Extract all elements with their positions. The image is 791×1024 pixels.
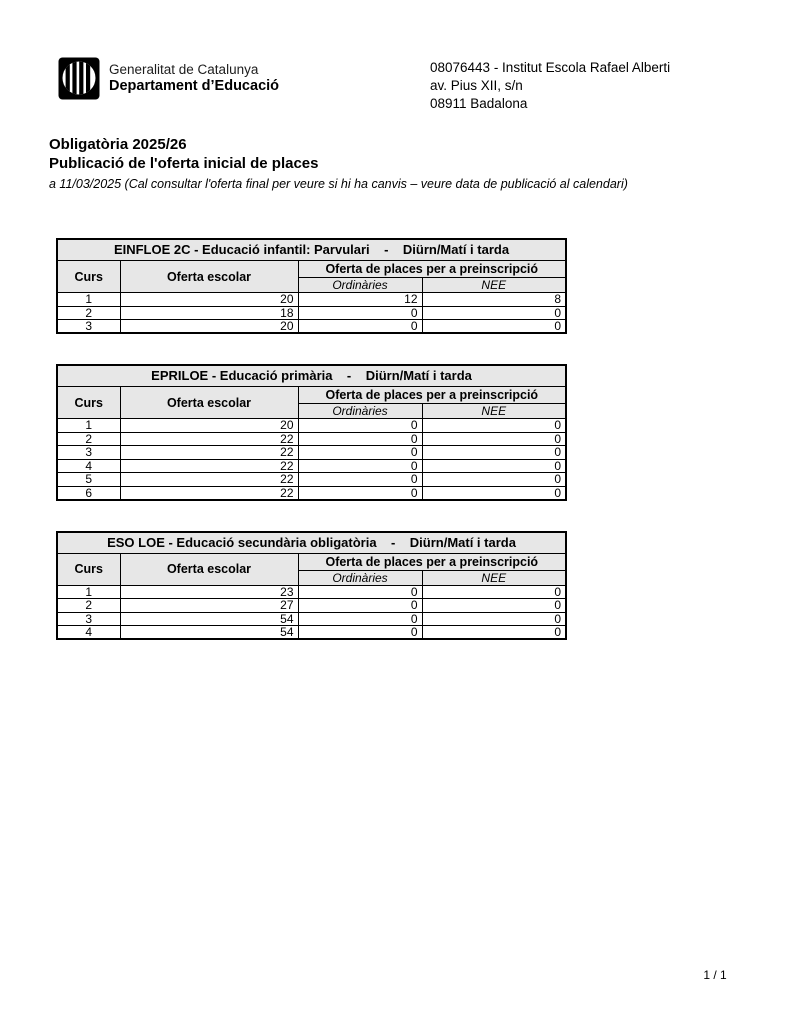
nee-cell: 0 xyxy=(422,585,566,599)
nee-cell: 0 xyxy=(422,473,566,487)
table-title: EINFLOE 2C - Educació infantil: Parvulari - Diürn/Matí i tarda xyxy=(57,239,566,261)
oferta-escolar-cell: 22 xyxy=(120,459,298,473)
ordinaries-cell: 0 xyxy=(298,446,422,460)
ordinaries-cell: 0 xyxy=(298,599,422,613)
table-row xyxy=(57,446,566,460)
ordinaries-cell: 0 xyxy=(298,306,422,320)
offer-table xyxy=(56,531,567,641)
oferta-escolar-cell: 20 xyxy=(120,419,298,433)
oferta-escolar-header: Oferta escolar xyxy=(120,261,298,293)
school-info xyxy=(430,59,670,113)
nee-cell: 0 xyxy=(422,599,566,613)
curs-cell: 4 xyxy=(57,459,120,473)
curs-cell: 3 xyxy=(57,320,120,334)
curs-cell: 1 xyxy=(57,585,120,599)
tables-section xyxy=(56,238,566,670)
curs-header: Curs xyxy=(57,387,120,419)
nee-cell: 0 xyxy=(422,486,566,500)
nee-cell: 0 xyxy=(422,459,566,473)
doc-title-line2: Publicació de l'oferta inicial de places xyxy=(49,154,319,172)
school-city: 08911 Badalona xyxy=(430,96,528,111)
generalitat-senyera-logo-icon xyxy=(58,56,100,101)
oferta-escolar-cell: 22 xyxy=(120,486,298,500)
table-header-row xyxy=(57,553,566,570)
table-row xyxy=(57,459,566,473)
ordinaries-header: Ordinàries xyxy=(298,404,422,419)
nee-cell: 0 xyxy=(422,419,566,433)
curs-cell: 1 xyxy=(57,293,120,307)
table-title-row xyxy=(57,365,566,387)
table-row xyxy=(57,432,566,446)
table-row xyxy=(57,320,566,334)
table-header-row xyxy=(57,261,566,278)
offer-table xyxy=(56,238,567,334)
table-row xyxy=(57,419,566,433)
doc-title-line1: Obligatòria 2025/26 xyxy=(49,136,187,153)
nee-cell: 0 xyxy=(422,446,566,460)
ordinaries-cell: 0 xyxy=(298,320,422,334)
offer-table xyxy=(56,364,567,501)
org-department: Departament d’Educació xyxy=(109,78,280,94)
curs-cell: 3 xyxy=(57,612,120,626)
curs-cell: 2 xyxy=(57,599,120,613)
ordinaries-cell: 12 xyxy=(298,293,422,307)
table-header-row xyxy=(57,387,566,404)
table-title: EPRILOE - Educació primària - Diürn/Matí i tarda xyxy=(57,365,566,387)
page-number: 1 / 1 xyxy=(703,968,727,982)
oferta-escolar-header: Oferta escolar xyxy=(120,387,298,419)
ordinaries-cell: 0 xyxy=(298,432,422,446)
title-block xyxy=(49,136,749,192)
curs-cell: 4 xyxy=(57,626,120,640)
table-row xyxy=(57,626,566,640)
table-row xyxy=(57,599,566,613)
table-row xyxy=(57,473,566,487)
org-header xyxy=(58,56,279,101)
table-title-row xyxy=(57,239,566,261)
oferta-escolar-cell: 23 xyxy=(120,585,298,599)
org-name: Generalitat de Catalunya xyxy=(109,62,259,77)
preinscripcio-header: Oferta de places per a preinscripció xyxy=(298,261,566,278)
school-address: av. Pius XII, s/n xyxy=(430,78,523,93)
nee-header: NEE xyxy=(422,570,566,585)
table-row xyxy=(57,293,566,307)
oferta-escolar-cell: 54 xyxy=(120,612,298,626)
curs-cell: 2 xyxy=(57,306,120,320)
nee-cell: 0 xyxy=(422,626,566,640)
nee-cell: 8 xyxy=(422,293,566,307)
oferta-escolar-cell: 22 xyxy=(120,432,298,446)
table-title-row xyxy=(57,532,566,554)
nee-cell: 0 xyxy=(422,306,566,320)
ordinaries-cell: 0 xyxy=(298,612,422,626)
oferta-escolar-cell: 20 xyxy=(120,293,298,307)
nee-header: NEE xyxy=(422,404,566,419)
preinscripcio-header: Oferta de places per a preinscripció xyxy=(298,387,566,404)
curs-cell: 2 xyxy=(57,432,120,446)
ordinaries-cell: 0 xyxy=(298,419,422,433)
oferta-escolar-cell: 22 xyxy=(120,473,298,487)
ordinaries-header: Ordinàries xyxy=(298,570,422,585)
preinscripcio-header: Oferta de places per a preinscripció xyxy=(298,553,566,570)
table-row xyxy=(57,306,566,320)
nee-cell: 0 xyxy=(422,432,566,446)
oferta-escolar-cell: 18 xyxy=(120,306,298,320)
nee-cell: 0 xyxy=(422,612,566,626)
doc-date-note: a 11/03/2025 (Cal consultar l'oferta final per veure si hi ha canvis – veure data de publicació al calendari) xyxy=(49,177,628,191)
ordinaries-header: Ordinàries xyxy=(298,278,422,293)
nee-header: NEE xyxy=(422,278,566,293)
table-row xyxy=(57,486,566,500)
curs-header: Curs xyxy=(57,261,120,293)
ordinaries-cell: 0 xyxy=(298,585,422,599)
curs-cell: 1 xyxy=(57,419,120,433)
curs-cell: 5 xyxy=(57,473,120,487)
org-text xyxy=(109,56,279,95)
ordinaries-cell: 0 xyxy=(298,486,422,500)
school-code-name: 08076443 - Institut Escola Rafael Alberti xyxy=(430,60,671,75)
table-title: ESO LOE - Educació secundària obligatòria - Diürn/Matí i tarda xyxy=(57,532,566,554)
ordinaries-cell: 0 xyxy=(298,626,422,640)
nee-cell: 0 xyxy=(422,320,566,334)
curs-cell: 3 xyxy=(57,446,120,460)
oferta-escolar-cell: 22 xyxy=(120,446,298,460)
oferta-escolar-header: Oferta escolar xyxy=(120,553,298,585)
oferta-escolar-cell: 27 xyxy=(120,599,298,613)
table-row xyxy=(57,585,566,599)
ordinaries-cell: 0 xyxy=(298,459,422,473)
curs-cell: 6 xyxy=(57,486,120,500)
curs-header: Curs xyxy=(57,553,120,585)
table-row xyxy=(57,612,566,626)
oferta-escolar-cell: 20 xyxy=(120,320,298,334)
oferta-escolar-cell: 54 xyxy=(120,626,298,640)
ordinaries-cell: 0 xyxy=(298,473,422,487)
